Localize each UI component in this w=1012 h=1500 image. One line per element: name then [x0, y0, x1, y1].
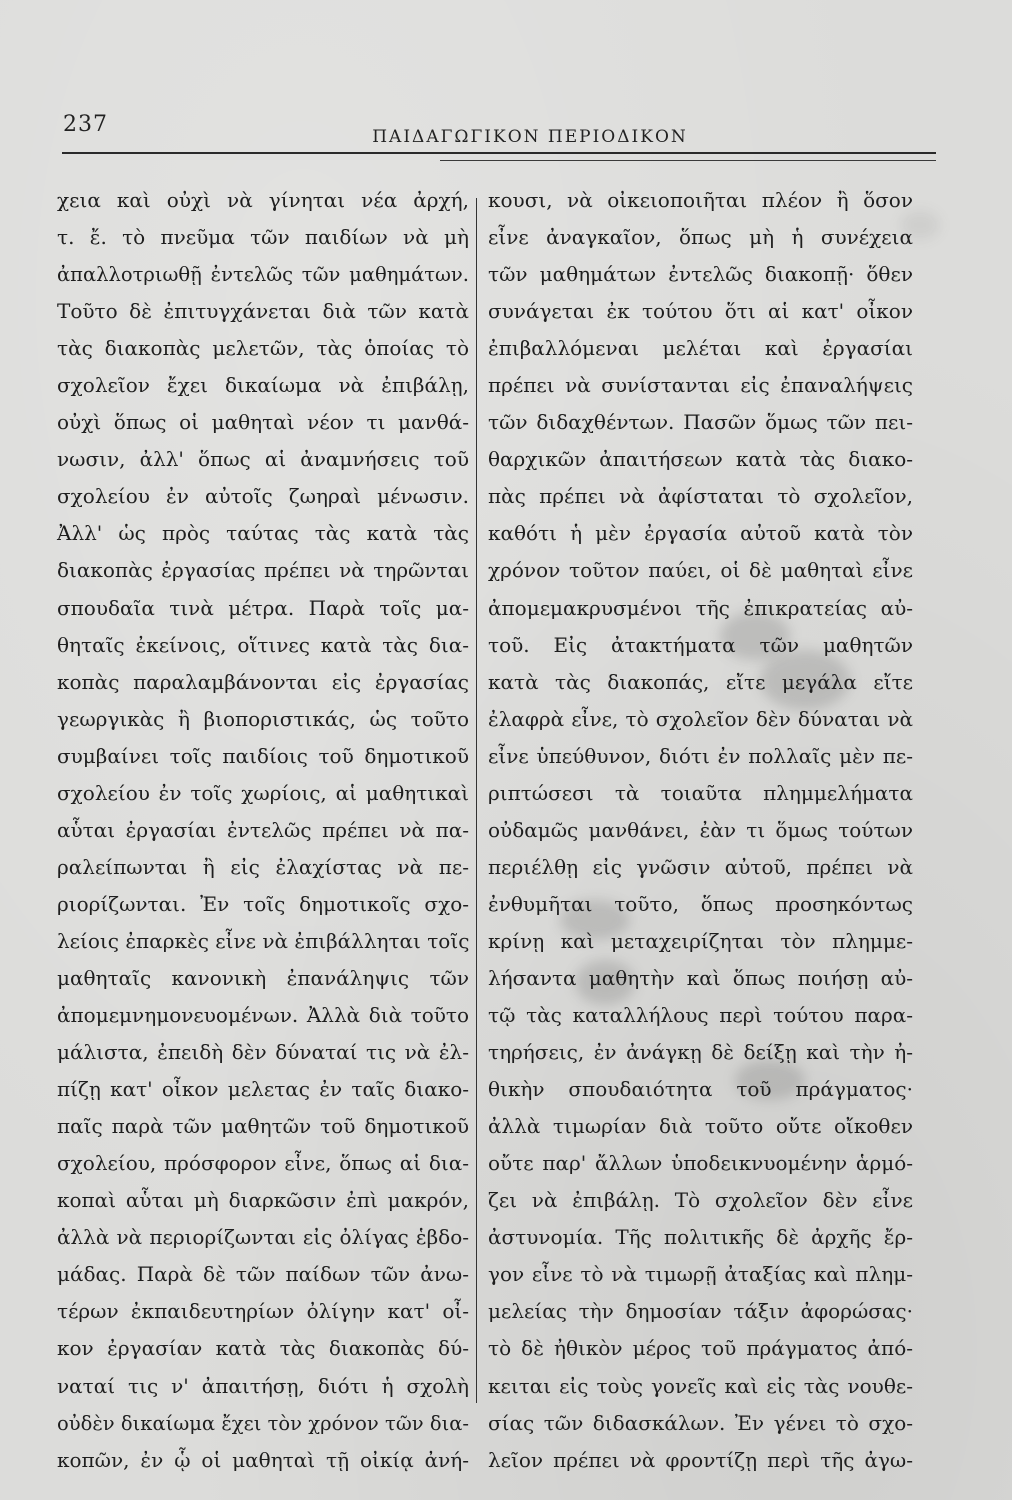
text-line: σχολείου ἐν αὐτοῖς ζωηραὶ μένωσιν. [57, 484, 469, 509]
header-rule [62, 152, 936, 154]
text-line: θικὴν σπουδαιότητα τοῦ πράγματος· [488, 1077, 913, 1102]
text-line: τῶν μαθημάτων ἐντελῶς διακοπῇ· ὅθεν [488, 262, 913, 287]
column-divider [476, 198, 477, 1403]
text-line: γον εἶνε τὸ νὰ τιμωρῇ ἀταξίας καὶ πλημ- [488, 1262, 913, 1287]
text-line: κρίνῃ καὶ μεταχειρίζηται τὸν πλημμε- [488, 928, 913, 953]
text-line: ἀλλὰ τιμωρίαν διὰ τοῦτο οὔτε οἴκοθεν [488, 1114, 913, 1139]
text-line: κατὰ τὰς διακοπάς, εἴτε μεγάλα εἴτε [488, 669, 913, 694]
text-line: οὐχὶ ὅπως οἱ μαθηταὶ νέον τι μανθά- [57, 410, 469, 435]
text-line: θηταῖς ἐκείνοις, οἵτινες κατὰ τὰς δια- [57, 632, 469, 657]
text-line: Τοῦτο δὲ ἐπιτυγχάνεται διὰ τῶν κατὰ [57, 299, 469, 324]
running-title: ΠΑΙΔΑΓΩΓΙΚΟΝ ΠΕΡΙΟΔΙΚΟΝ [372, 127, 688, 147]
text-line: ἐπιβαλλόμεναι μελέται καὶ ἐργασίαι [488, 336, 913, 361]
text-line: κον ἐργασίαν κατὰ τὰς διακοπὰς δύ- [57, 1336, 469, 1361]
text-line: πρέπει νὰ συνίστανται εἰς ἐπαναλήψεις [488, 373, 913, 398]
text-line: μάλιστα, ἐπειδὴ δὲν δύναταί τις νὰ ἐλ- [57, 1040, 469, 1065]
text-line: τὸ δὲ ἠθικὸν μέρος τοῦ πράγματος ἀπό- [488, 1336, 913, 1361]
text-line: ἐλαφρὰ εἶνε, τὸ σχολεῖον δὲν δύναται νὰ [488, 706, 913, 731]
text-line: περιέλθῃ εἰς γνῶσιν αὐτοῦ, πρέπει νὰ [488, 854, 913, 879]
text-line: μάδας. Παρὰ δὲ τῶν παίδων τῶν ἀνω- [57, 1262, 469, 1287]
text-line: ραλείπωνται ἢ εἰς ἐλαχίστας νὰ πε- [57, 854, 469, 879]
text-line: εἶνε ἀναγκαῖον, ὅπως μὴ ἡ συνέχεια [488, 225, 913, 250]
text-line: γεωργικὰς ἢ βιοποριστικάς, ὡς τοῦτο [57, 706, 469, 731]
text-line: τῶν διδαχθέντων. Πασῶν ὅμως τῶν πει- [488, 410, 913, 435]
text-line: τοῦ. Εἰς ἀτακτήματα τῶν μαθητῶν [488, 632, 913, 657]
text-line: διακοπὰς ἐργασίας πρέπει νὰ τηρῶνται [57, 558, 469, 583]
text-line: θαρχικῶν ἀπαιτήσεων κατὰ τὰς διακο- [488, 447, 913, 472]
text-line: μελείας τὴν δημοσίαν τάξιν ἀφορώσας· [488, 1299, 913, 1324]
text-line: ἀπομεμνημονευομένων. Ἀλλὰ διὰ τοῦτο [57, 1003, 469, 1028]
text-line: εἶνε ὑπεύθυνον, διότι ἐν πολλαῖς μὲν πε- [488, 743, 913, 768]
text-line: νωσιν, ἀλλ' ὅπως αἱ ἀναμνήσεις τοῦ [57, 447, 469, 472]
text-line: κοπὰς παραλαμβάνονται εἰς ἐργασίας [57, 669, 469, 694]
text-line: ριορίζωνται. Ἐν τοῖς δημοτικοῖς σχο- [57, 891, 469, 916]
text-line: καθότι ἡ μὲν ἐργασία αὐτοῦ κατὰ τὸν [488, 521, 913, 546]
text-line: χρόνον τοῦτον παύει, οἱ δὲ μαθηταὶ εἶνε [488, 558, 913, 583]
text-line: οὐδαμῶς μανθάνει, ἐὰν τι ὅμως τούτων [488, 817, 913, 842]
text-line: σίας τῶν διδασκάλων. Ἐν γένει τὸ σχο- [488, 1410, 913, 1435]
text-line: λείοις ἐπαρκὲς εἶνε νὰ ἐπιβάλληται τοῖς [57, 928, 470, 953]
text-line: συμβαίνει τοῖς παιδίοις τοῦ δημοτικοῦ [57, 743, 469, 768]
text-line: Ἀλλ' ὡς πρὸς ταύτας τὰς κατὰ τὰς [57, 521, 469, 546]
text-line: ριπτώσεσι τὰ τοιαῦτα πλημμελήματα [488, 780, 913, 805]
text-line: οὔτε παρ' ἄλλων ὑποδεικνυομένην ἁρμό- [488, 1151, 913, 1176]
right-text-column [488, 182, 913, 1479]
text-line: ἐνθυμῆται τοῦτο, ὅπως προσηκόντως [488, 891, 913, 916]
text-line: σχολείου, πρόσφορον εἶνε, ὅπως αἱ δια- [57, 1151, 469, 1176]
text-line: χεια καὶ οὐχὶ νὰ γίνηται νέα ἀρχή, [57, 188, 469, 212]
text-line: ζει νὰ ἐπιβάλῃ. Τὸ σχολεῖον δὲν εἶνε [488, 1188, 913, 1213]
text-line: κουσι, νὰ οἰκειοποιῆται πλέον ἢ ὅσον [488, 188, 913, 212]
text-line: σχολείου ἐν τοῖς χωρίοις, αἱ μαθητικαὶ [57, 780, 469, 805]
left-text-column [57, 182, 469, 1479]
text-line: σχολεῖον ἔχει δικαίωμα νὰ ἐπιβάλῃ, [57, 373, 469, 398]
text-line: κειται εἰς τοὺς γονεῖς καὶ εἰς τὰς νουθε- [488, 1373, 913, 1398]
text-line: τηρήσεις, ἐν ἀνάγκῃ δὲ δείξῃ καὶ τὴν ἠ- [488, 1040, 913, 1065]
text-line: ἀλλὰ νὰ περιορίζωνται εἰς ὀλίγας ἑβδο- [57, 1225, 469, 1250]
text-line: συνάγεται ἐκ τούτου ὅτι αἱ κατ' οἶκον [488, 299, 913, 324]
text-line: πίζῃ κατ' οἶκον μελετας ἐν ταῖς διακο- [57, 1077, 469, 1102]
text-line: ἀπαλλοτριωθῇ ἐντελῶς τῶν μαθημάτων. [57, 263, 469, 287]
text-line: ἀπομεμακρυσμένοι τῆς ἐπικρατείας αὐ- [488, 595, 913, 620]
text-line: τῷ τὰς καταλλήλους περὶ τούτου παρα- [488, 1003, 913, 1028]
text-line: μαθηταῖς κανονικὴ ἐπανάληψις τῶν [57, 965, 469, 990]
text-line: λεῖον πρέπει νὰ φροντίζῃ περὶ τῆς ἀγω- [488, 1447, 913, 1472]
text-line: λήσαντα μαθητὴν καὶ ὅπως ποιήσῃ αὐ- [488, 965, 913, 990]
text-line: κοπαὶ αὗται μὴ διαρκῶσιν ἐπὶ μακρόν, [57, 1188, 469, 1213]
page-number: 237 [63, 112, 108, 137]
text-line: κοπῶν, ἐν ᾧ οἱ μαθηταὶ τῇ οἰκίᾳ ἀνή- [57, 1447, 469, 1472]
text-line: τέρων ἐκπαιδευτηρίων ὀλίγην κατ' οἶ- [57, 1299, 469, 1324]
text-line: πὰς πρέπει νὰ ἀφίσταται τὸ σχολεῖον, [488, 484, 913, 509]
text-line: οὐδὲν δικαίωμα ἔχει τὸν χρόνον τῶν δια- [57, 1411, 469, 1435]
text-line: ναταί τις ν' ἀπαιτήσῃ, διότι ἡ σχολὴ [57, 1373, 469, 1398]
header-rule-thin [440, 160, 936, 161]
text-line: σπουδαῖα τινὰ μέτρα. Παρὰ τοῖς μα- [57, 595, 469, 620]
text-line: τὰς διακοπὰς μελετῶν, τὰς ὁποίας τὸ [57, 336, 469, 361]
text-line: παῖς παρὰ τῶν μαθητῶν τοῦ δημοτικοῦ [57, 1114, 469, 1139]
text-line: ἀστυνομία. Τῆς πολιτικῆς δὲ ἀρχῆς ἔρ- [488, 1225, 913, 1250]
text-line: τ. ἔ. τὸ πνεῦμα τῶν παιδίων νὰ μὴ [57, 225, 469, 250]
text-line: αὗται ἐργασίαι ἐντελῶς πρέπει νὰ πα- [57, 817, 469, 842]
